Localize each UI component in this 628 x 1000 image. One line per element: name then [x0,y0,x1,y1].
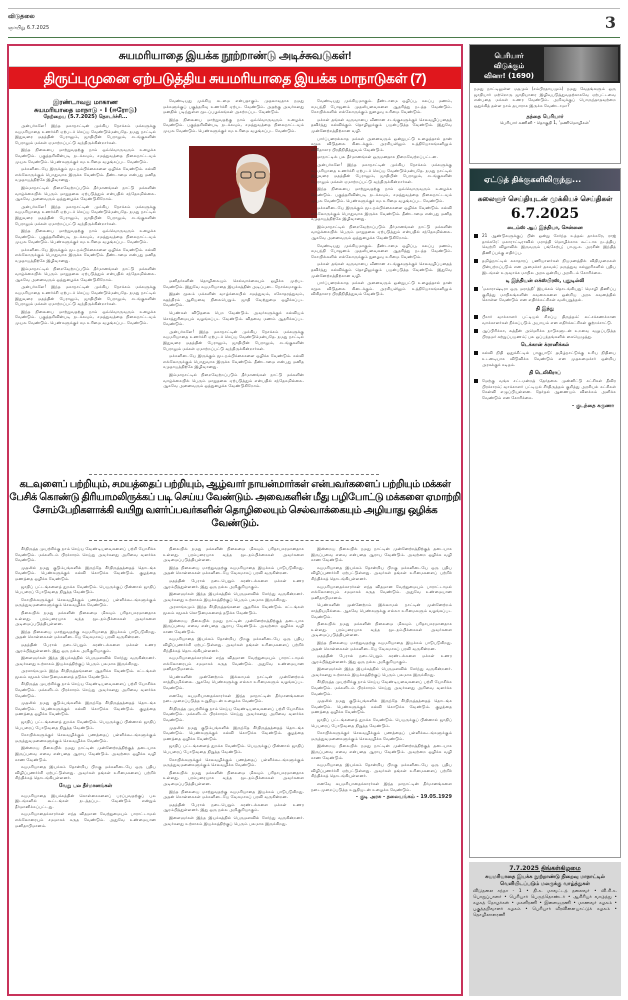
article-source: - குடி அரசு - தலையங்கம் - 19.05.1929 [355,794,452,801]
paragraph: இந்த நிலையை மாற்றுவதற்கு சுயமரியாதை இயக்கம் பாடுபடுகிறது. அதன் கொள்கைகள் மக்களிடையே வேகமாகப் பரவி வருகின்றன. [311,639,452,651]
paragraph: இளைஞர்கள் இந்த இயக்கத்தில் பெருமளவில் சேர்ந்து வருகின்றனர். அவர்களது உற்சாகம் இயக்கத்திற்குப் பெரும் பலமாக இருக்கிறது. [163,591,304,602]
paragraph: அன்பர்களே! இந்த மகாநாட்டின் முக்கிய நோக்கம் மக்களுக்கு சுயமரியாதை உணர்ச்சி ஏற்படச் செய்ய வேண்டுமென்பதே. நமது நாட்டில் இதுவரை மதத்தின் பேராலும், ஜாதியின் பேராலும், சடங்குகளின் பேராலும் மக்கள் ஏமாற்றப்பட்டு வந்திருக்கின்றார்கள். [15,284,156,307]
paragraph: சுயமரியாதை இயக்கம் தோன்றிய பிறகு மக்களிடையே ஒரு புதிய விழிப்புணர்ச்சி ஏற்பட்டுள்ளது. அவர்கள் தங்கள் உரிமைகளைப் பற்றிச் சிந்திக்கத் தொடங்கியுள்ளனர். [163,636,304,653]
news-source-heading: டைம்ஸ் ஆப் இந்தியா, சென்னை [507,225,583,231]
paragraph: ஜாதிப் பட்டங்களைத் துறக்க வேண்டும். பெயருக்குப் பின்னால் ஜாதிப் பெயரைப் போடுவதை நிறுத்த வேண்டும். [163,743,304,754]
paragraph: மதத்தின் பேரால் நடைபெறும் சுரண்டல்களை மக்கள் உணர ஆரம்பித்துள்ளனர். இது ஒரு நல்ல அறிகுறியாகும். [311,653,452,664]
paragraph: இளைஞர்கள் இந்த இயக்கத்தில் பெருமளவில் சேர்ந்து வருகின்றனர். அவர்களது உற்சாகம் இயக்கத்திற்குப் பெரும் பலமாக இருக்கிறது. [311,666,452,677]
news-item [470,378,620,400]
paragraph: முதலில் நமது குடும்பங்களில் இருந்தே சீர்திருத்தத்தைத் தொடங்க வேண்டும். பெண்களுக்குக் கல்வி கொடுக்க வேண்டும். குழந்தை மணத்தை ஒழிக்க வேண்டும். [15,700,156,717]
newspaper-name: விடுதலை [8,13,35,20]
title-line: விடுக்கும் [493,62,525,70]
section-subhead: வேறு பல தீர்மானங்கள் [58,782,113,789]
news-source-heading: டெக்கான் க்ரானிக்கல் [520,342,570,349]
paragraph: இன்றைய நிலையில் நமது நாட்டின் முன்னேற்றத்திற்குத் தடையாக இருப்பவை எவை என்பதை ஆராய வேண்டும். அவற்றை ஒழிக்க வழி காண வேண்டும். [15,745,156,762]
question-box-title [476,51,542,81]
divider [89,540,379,541]
question-source: பெரியார் கணினி - தொகுதி 1, 'மணிமொழிகள்' [499,120,591,126]
paragraph: சீர்திருத்த முயற்சிக்கு நாம் செய்ய வேண்டியவைகளைப் பற்றி யோசிக்க வேண்டும். மக்களிடம் பிரச்சாரம் செய்து அவர்களது அறிவை வளர்க்க வேண்டும். [311,679,452,696]
paragraph: வேண்டியது முக்கிய கடமை என்பதாகும். முதலாவதாக நமது மக்களுக்குப் பகுத்தறிவு உணர்ச்சி ஏற்பட வேண்டும். அதற்கு அவர்களது மனதில் படிந்துள்ள மூடப்பழக்கங்கள் அகற்றப்பட வேண்டும். [163,98,304,115]
paragraph: இந்த நிலையை மாற்றுவதற்கு சுயமரியாதை இயக்கம் பாடுபடுகிறது. அதன் கொள்கைகள் மக்களிடையே வேகமாகப் பரவி வருகின்றன. [15,628,156,640]
subhead-conference-name: சுயமரியாதை மாநாடு - I (ஈரோடு) [34,106,137,114]
paragraph: சுயமரியாதைக்காரர்கள் எந்த விதமான வேற்றுமையும் பாராட்டாமல் எல்லோரையும் சமமாகக் கருத வேண்டும். அதுவே உண்மையான மனிதாபிமானம். [311,583,452,600]
portrait-image [189,146,317,218]
paragraph: இம்மாநாட்டில் நிறைவேற்றப்படும் தீர்மானங்கள் நாட்டு மக்களின் வாழ்க்கையில் பெரும் மாறுதலை ஏற்படுத்தும் என்பதில் சந்தேகமில்லை. ஆகவே அனைவரும் ஒத்துழைக்க வேண்டுகிறோம். [163,371,304,389]
article-headline: திருப்புமுனை ஏற்படுத்திய சுயமரியாதை இயக்க மாநாடுகள் (7) [9,67,461,89]
paragraph: சுயமரியாதை இயக்கத்தின் கொள்கைகளைப் பரப்புவதற்குப் பல இடங்களில் கூட்டங்கள் நடத்தப்பட வேண்டும் என்றும் தீர்மானிக்கப்பட்டது. [15,792,156,809]
paragraph: இளைஞர்கள் இந்த இயக்கத்தில் பெருமளவில் சேர்ந்து வருகின்றனர். அவர்களது உற்சாகம் இயக்கத்திற்குப் பெரும் பலமாக இருக்கிறது. [15,655,156,666]
periyar-portrait [189,146,317,218]
subhead-conference: இரண்டாவது மாகாண [52,98,119,106]
news-item-text: 21 ஆண்டுகளுக்குப் பின் ஒன்று சேர்ந்த உத்தவ் தாக்கரே, ராஜ் தாக்கரே: மகாராட்டிராவில் மராத்தி மொழிக்காக கூட்டாக நடத்திய வெற்றி விழாவில் இருவரும் பங்கேற்பு; பா.ஜ.க. அரசின் இந்தித் திணிப்புக்கு எதிர்ப்பு. [482,233,616,255]
subscription-box [469,862,621,996]
question-author: தந்தை பெரியார் [526,114,564,121]
paragraph: இந்த நிலையை மாற்றுவதற்கு நாம் ஒவ்வொருவரும் உழைக்க வேண்டும். பகுத்தறிவின்படி நடக்கவும், சமத்துவத்தை நிலைநாட்டவும் முயல வேண்டும். பெண்களுக்குச் சம உரிமை வழங்கப்பட வேண்டும். [163,116,304,133]
column-3 [311,98,452,470]
paragraph: மக்கள் தங்கள் வருவாயை வீணான சடங்குகளுக்குச் செலவழிப்பதைத் தவிர்த்து கல்விக்கும் தொழிலுக்கும் பயன்படுத்த வேண்டும். இதுவே முன்னேற்றத்திற்கான வழி. [311,261,452,278]
paragraph: வேண்டியது முக்கியமாகும். தீண்டாமை ஒழிப்பு, கலப்பு மணம், சமபந்தி போஜனம் முதலியவைகளை ஆதரித்து நடத்த வேண்டும். கோயில்களில் எல்லோருக்கும் நுழைவு உரிமை வேண்டும். [311,98,452,115]
paragraph: வேண்டியது முக்கியமாகும். தீண்டாமை ஒழிப்பு, கலப்பு மணம், சமபந்தி போஜனம் முதலியவைகளை ஆதரித்து நடத்த வேண்டும். கோயில்களில் எல்லோருக்கும் நுழைவு உரிமை வேண்டும். [311,242,452,259]
bullet-icon [474,329,478,333]
paragraph: இந்த நிலையை மாற்றுவதற்கு நாம் ஒவ்வொருவரும் உழைக்க வேண்டும். பகுத்தறிவின்படி நடக்கவும், சமத்துவத்தை நிலைநாட்டவும் முயல வேண்டும். பெண்களுக்குச் சம உரிமை வழங்கப்பட வேண்டும். [15,147,156,164]
paragraph: அன்பர்களே! இந்த மகாநாட்டின் முக்கிய நோக்கம் மக்களுக்கு சுயமரியாதை உணர்ச்சி ஏற்படச் செய்ய வேண்டுமென்பதே. நமது நாட்டில் இதுவரை மதத்தின் பேராலும், ஜாதியின் பேராலும், சடங்குகளின் பேராலும் மக்கள் ஏமாற்றப்பட்டு வந்திருக்கின்றார்கள். [163,328,304,351]
column-1 [15,98,156,470]
news-digest-title: கலைஞர் செய்தியுடன் முக்கியச் செய்திகள் [477,195,613,203]
news-digest [469,168,621,858]
paragraph: சீர்திருத்த முயற்சிக்கு நாம் செய்ய வேண்டியவைகளைப் பற்றி யோசிக்க வேண்டும். மக்களிடம் பிரச்சாரம் செய்து அவர்களது அறிவை வளர்க்க வேண்டும். [15,681,156,698]
paragraph: இந்த நிலையை மாற்றுவதற்கு நாம் ஒவ்வொருவரும் உழைக்க வேண்டும். பகுத்தறிவின்படி நடக்கவும், சமத்துவத்தை நிலைநாட்டவும் முயல வேண்டும். பெண்களுக்குச் சம உரிமை வழங்கப்பட வேண்டும். [15,228,156,245]
paragraph: இம்மாநாட்டில் நிறைவேற்றப்படும் தீர்மானங்கள் நாட்டு மக்களின் வாழ்க்கையில் பெரும் மாறுதலை ஏற்படுத்தும் என்பதில் சந்தேகமில்லை. ஆகவே அனைவரும் ஒத்துழைக்க வேண்டுகிறோம். [15,265,156,282]
paragraph: கோயில்களுக்குச் செலவழிக்கும் பணத்தைப் பள்ளிக்கூடங்களுக்கும் மருத்துவமனைகளுக்கும் செலவழிக்க வேண்டும். [15,732,156,743]
paragraph: மாநாட்டில் பல தீர்மானங்கள் ஒருமனதாக நிறைவேற்றப்பட்டன. [317,154,438,160]
paragraph: பார்ப்பனரல்லாத மக்கள் அனைவரும் ஒன்றுபட்டு உழைத்தால் தான் சமூக விடுதலை கிடைக்கும். அரசியலிலும் உத்தியோகங்களிலும் விகிதாசார பிரதிநிதித்துவம் வேண்டும். [311,135,452,152]
paragraph: நிலையில் நமது மக்களின் நிலைமை மிகவும் பரிதாபகரமானதாக உள்ளது. பரம்பரையாக வந்த மூடநம்பிக்கைகள் அவர்களை அடிமைப்படுத்தியுள்ளன. [163,546,304,563]
paragraph: இளைஞர்கள் இந்த இயக்கத்தில் பெருமளவில் சேர்ந்து வருகின்றனர். அவர்களது உற்சாகம் இயக்கத்திற்குப் பெரும் பலமாக இருக்கிறது. [163,814,304,826]
paragraph: இதன் மூலம் மக்களின் வாழ்க்கையில் சமத்துவம், சகோதரத்துவம், சுதந்திரம் ஆகியவை நிலைபெறும். ஜாதி வேற்றுமை ஒழிக்கப்பட வேண்டும். [163,291,304,308]
paragraph: அரசாங்கமும் இந்த சீர்திருத்தங்களை ஆதரிக்க வேண்டும். சட்டங்கள் மூலம் சமூகக் கொடுமைகளைத் தடுக்க வேண்டும். [163,604,304,615]
news-item-text: தமிழ்நாட்டில் சுகாதாரப் பணியாளர்கள் நியமனத்தில் விதிமுறைகள் பின்பற்றப்படும் என அமைச்சர் தகவல்; மருத்துவ கல்லூரிகளில் புதிய இடங்கள் உருவாக்க மாநில அரசு ஒன்றிய அரசிடம் கோரிக்கை. [482,258,616,275]
news-item [470,258,620,275]
paragraph: மக்கள் தங்கள் வருவாயை வீணான சடங்குகளுக்குச் செலவழிப்பதைத் தவிர்த்து கல்விக்கும் தொழிலுக்கும் பயன்படுத்த வேண்டும். இதுவே முன்னேற்றத்திற்கான வழி. [311,116,452,133]
paragraph: பெண்களின் முன்னேற்றம் இல்லாமல் நாட்டின் முன்னேற்றம் சாத்தியமில்லை. ஆகவே பெண்களுக்கு எல்லா உரிமைகளும் வழங்கப்பட வேண்டும். [311,602,452,619]
lower-column-3 [311,546,452,992]
paragraph: மக்களிடையே இருக்கும் மூடநம்பிக்கைகளை ஒழிக்க வேண்டும். கல்வி எல்லோருக்கும் பொதுவாக இருக்க வேண்டும். தீண்டாமை என்பது மனித சமுதாயத்திற்கே இழிவானது. [311,205,452,222]
paragraph: முதலில் நமது குடும்பங்களில் இருந்தே சீர்திருத்தத்தைத் தொடங்க வேண்டும். பெண்களுக்குக் கல்வி கொடுக்க வேண்டும். குழந்தை மணத்தை ஒழிக்க வேண்டும். [311,698,452,715]
paragraph: அன்பர்களே! இந்த மகாநாட்டின் முக்கிய நோக்கம் மக்களுக்கு சுயமரியாதை உணர்ச்சி ஏற்படச் செய்ய வேண்டுமென்பதே. நமது நாட்டில் இதுவரை மதத்தின் பேராலும், ஜாதியின் பேராலும், சடங்குகளின் பேராலும் மக்கள் ஏமாற்றப்பட்டு வந்திருக்கின்றார்கள். [15,203,156,226]
column-2-bottom [163,278,304,470]
paragraph: மக்களிடையே இருக்கும் மூடநம்பிக்கைகளை ஒழிக்க வேண்டும். கல்வி எல்லோருக்கும் பொதுவாக இருக்க வேண்டும். தீண்டாமை என்பது மனித சமுதாயத்திற்கே இழிவானது. [163,353,304,370]
main-article [7,44,463,996]
news-item-text: 'மகாராஷ்டிரா ஒரு மராத்தி' இயக்கம் தொடங்கியது: மொழி திணிப்பு குறித்து மாநிலங்களின் கவலைகளை ஒன்றிய அரசு கவனத்தில் கொள்ள வேண்டும் என எதிர்க்கட்சிகள் வலியுறுத்தல். [482,286,616,303]
paragraph: மதத்தின் பேரால் நடைபெறும் சுரண்டல்களை மக்கள் உணர ஆரம்பித்துள்ளனர். இது ஒரு நல்ல அறிகுறியாகும். [163,577,304,589]
paragraph: இம்மாநாட்டில் நிறைவேற்றப்படும் தீர்மானங்கள் நாட்டு மக்களின் வாழ்க்கையில் பெரும் மாறுதலை ஏற்படுத்தும் என்பதில் சந்தேகமில்லை. ஆகவே அனைவரும் ஒத்துழைக்க வேண்டுகிறோம். [311,223,452,241]
subscription-body: விடுதலை சந்தா - 1 • தி.க. மாவட்டத் தலைவர் • வி.சி.க. பொறுப்பாளர் • பெரியார் பெருந்தொண்டர் • ஆசிரியர் வாழ்த்து • கழகத் தோழர்கள் • மகளிரணி • இளைஞரணி • மாணவர் கழகம் • பகுத்தறிவாளர் கழகம் • பெரியார் வீரவிளையாட்டுக் கழகம் • தொழிலாளரணி [473,889,617,918]
paragraph: இந்த நிலையை மாற்றுவதற்கு சுயமரியாதை இயக்கம் பாடுபடுகிறது. அதன் கொள்கைகள் மக்களிடையே வேகமாகப் பரவி வருகின்றன. [163,564,304,576]
paragraph: சுயமரியாதை இயக்கம் தோன்றிய பிறகு மக்களிடையே ஒரு புதிய விழிப்புணர்ச்சி ஏற்பட்டுள்ளது. அவர்கள் தங்கள் உரிமைகளைப் பற்றிச் சிந்திக்கத் தொடங்கியுள்ளனர். [311,762,452,779]
subscription-heading: சுயமரியாதை இயக்க நூற்றாண்டு நிறைவு மாநாட்டில் வெளியிடப்படும் மலருக்கு வாழ்த்துகள் [485,874,605,887]
masthead [8,8,620,38]
paragraph: இந்த நிலையை மாற்றுவதற்கு நாம் ஒவ்வொருவரும் உழைக்க வேண்டும். பகுத்தறிவின்படி நடக்கவும், சமத்துவத்தை நிலைநாட்டவும் முயல வேண்டும். பெண்களுக்குச் சம உரிமை வழங்கப்பட வேண்டும். [15,308,156,325]
news-source-heading: தி இந்து [535,305,555,312]
paragraph: இன்றைய நிலையில் நமது நாட்டின் முன்னேற்றத்திற்குத் தடையாக இருப்பவை எவை என்பதை ஆராய வேண்டும். அவற்றை ஒழிக்க வழி காண வேண்டும். [311,546,452,563]
pull-quote: கடவுளைப் பற்றியும், சமயத்தைப் பற்றியும், ஆழ்வார் நாயன்மார்கள் என்பவர்களைப் பற்றியும் மக்கள் பேசிக் கொண்டு திரியாமலிருக்கப் படி செய்ய வேண்டும். அவைகளின் மீது பழிபோட்டு மக்களை ஏமாற்றி சோம்பேறிகளாக்கி வயிறு வளர்ப்பவர்களின் தொழிலையும் செல்வாக்கையும் அழியாது ஒழிக்க வேண்டும். [9,479,461,529]
paragraph: இந்த நிலையை மாற்றுவதற்கு சுயமரியாதை இயக்கம் பாடுபடுகிறது. அதன் கொள்கைகள் மக்களிடையே வேகமாகப் பரவி வருகின்றன. [163,788,304,800]
paragraph: முதலில் நமது குடும்பங்களில் இருந்தே சீர்திருத்தத்தைத் தொடங்க வேண்டும். பெண்களுக்குக் கல்வி கொடுக்க வேண்டும். குழந்தை மணத்தை ஒழிக்க வேண்டும். [163,724,304,741]
paragraph: இந்த நிலையை மாற்றுவதற்கு நாம் ஒவ்வொருவரும் உழைக்க வேண்டும். பகுத்தறிவின்படி நடக்கவும், சமத்துவத்தை நிலைநாட்டவும் முயல வேண்டும். பெண்களுக்குச் சம உரிமை வழங்கப்பட வேண்டும். [311,186,452,203]
paragraph: அரசாங்கமும் இந்த சீர்திருத்தங்களை ஆதரிக்க வேண்டும். சட்டங்கள் மூலம் சமூகக் கொடுமைகளைத் தடுக்க வேண்டும். [15,668,156,679]
paragraph: முதலில் நமது குடும்பங்களில் இருந்தே சீர்திருத்தத்தைத் தொடங்க வேண்டும். பெண்களுக்குக் கல்வி கொடுக்க வேண்டும். குழந்தை மணத்தை ஒழிக்க வேண்டும். [15,564,156,581]
bullet-icon [474,351,478,355]
news-digest-compiler: - குடந்தை கருணா [572,403,614,410]
paragraph: சீர்திருத்த முயற்சிக்கு நாம் செய்ய வேண்டியவைகளைப் பற்றி யோசிக்க வேண்டும். மக்களிடம் பிரச்சாரம் செய்து அவர்களது அறிவை வளர்க்க வேண்டும். [163,705,304,723]
bullet-icon [474,234,478,238]
news-digest-date: 6.7.2025 [510,206,580,222]
news-item-text: ஆப்பிரிக்கா, லத்தீன் அமெரிக்க நாடுகளுடன் உறவை வலுப்படுத்த பிரதமர் சுற்றுப்பயணம்; பல ஒப்பந்தங்களில் கையெழுத்து. [482,328,616,339]
news-item [470,286,620,303]
paragraph: சுயமரியாதைக்காரர்கள் எந்த விதமான வேற்றுமையும் பாராட்டாமல் எல்லோரையும் சமமாகக் கருத வேண்டும். அதுவே உண்மையான மனிதாபிமானம். [163,655,304,672]
news-item-text: கல்வி நிதி ஒதுக்கீட்டில் பாகுபாடு: தமிழ்நாட்டுக்கு உரிய நிதியை உடனடியாக விடுவிக்க வேண்டும் என முதலமைச்சர் ஒன்றிய அரசுக்குக் கடிதம். [482,350,616,367]
news-item [470,350,620,367]
paragraph: இன்றைய நிலையில் நமது நாட்டின் முன்னேற்றத்திற்குத் தடையாக இருப்பவை எவை என்பதை ஆராய வேண்டும். அவற்றை ஒழிக்க வழி காண வேண்டும். [163,617,304,634]
bullet-icon [474,259,478,263]
paragraph: மதத்தின் பேரால் நடைபெறும் சுரண்டல்களை மக்கள் உணர ஆரம்பித்துள்ளனர். இது ஒரு நல்ல அறிகுறியாகும். [15,641,156,653]
paragraph: இம்மாநாட்டில் நிறைவேற்றப்படும் தீர்மானங்கள் நாட்டு மக்களின் வாழ்க்கையில் பெரும் மாறுதலை ஏற்படுத்தும் என்பதில் சந்தேகமில்லை. ஆகவே அனைவரும் ஒத்துழைக்க வேண்டுகிறோம். [15,184,156,202]
paragraph: மனிதர்களின் தொழிலையும் செல்வாக்கையும் ஒழிக்க முற்பட வேண்டும். இதுவே சுயமரியாதை இயக்கத்தின் அடிப்படை நோக்கமாகும். [163,278,304,289]
paragraph: ஜாதிப் பட்டங்களைத் துறக்க வேண்டும். பெயருக்குப் பின்னால் ஜாதிப் பெயரைப் போடுவதை நிறுத்த வேண்டும். [311,717,452,728]
periyar-question-box [469,44,621,164]
paragraph: கோயில்களுக்குச் செலவழிக்கும் பணத்தைப் பள்ளிக்கூடங்களுக்கும் மருத்துவமனைகளுக்கும் செலவழிக்க வேண்டும். [15,596,156,608]
question-text: நமது நாட்டிலுள்ள மதமும் (சம்பிரதாயமும்) நமது வேதங்களும் ஒரு ஜாதியார் மற்றொரு ஜாதியாரை இழிவுபடுத்துவதற்காகவே ஏற்பட்டவை என்பதை மக்கள் உணர வேண்டும். அறிவுக்குப் பொருந்தாதவற்றை ஒதுக்கித் தள்ள நாம் தயாராக இருக்க வேண்டாமா? [474,86,616,108]
paragraph: சீர்திருத்த முயற்சிக்கு நாம் செய்ய வேண்டியவைகளைப் பற்றி யோசிக்க வேண்டும். மக்களிடம் பிரச்சாரம் செய்து அவர்களது அறிவை வளர்க்க வேண்டும். [15,546,156,563]
lower-column-2 [163,546,304,992]
news-item-text: பீகார் வாக்காளர் பட்டியல் சிறப்பு திருத்தம்: லட்சக்கணக்கான வாக்காளர்கள் நீக்கப்படும் அபாயம் என எதிர்க்கட்சிகள் குற்றச்சாட்டு. [482,313,616,325]
paragraph: ஜாதிப் பட்டங்களைத் துறக்க வேண்டும். பெயருக்குப் பின்னால் ஜாதிப் பெயரைப் போடுவதை நிறுத்த வேண்டும். [15,583,156,595]
news-source-heading: தி டெலிகிராப் [529,370,561,377]
divider [89,474,379,475]
right-rail [469,44,621,996]
subscription-title: 7.7.2025 திங்கள்கிழமை [509,865,581,872]
paragraph: ஜாதிப் பட்டங்களைத் துறக்க வேண்டும். பெயருக்குப் பின்னால் ஜாதிப் பெயரைப் போடுவதை நிறுத்த வேண்டும். [15,719,156,730]
paragraph: மதத்தின் பேரால் நடைபெறும் சுரண்டல்களை மக்கள் உணர ஆரம்பித்துள்ளனர். இது ஒரு நல்ல அறிகுறியாகும். [163,801,304,813]
bullet-icon [474,379,478,383]
lower-column-1 [15,546,156,992]
paragraph: சுயமரியாதைக்காரர்கள் எந்த விதமான வேற்றுமையும் பாராட்டாமல் எல்லோரையும் சமமாகக் கருத வேண்டும். அதுவே உண்மையான மனிதாபிமானம். [15,811,156,828]
paragraph: அன்பர்களே! இந்த மகாநாட்டின் முக்கிய நோக்கம் மக்களுக்கு சுயமரியாதை உணர்ச்சி ஏற்படச் செய்ய வேண்டுமென்பதே. நமது நாட்டில் இதுவரை மதத்தின் பேராலும், ஜாதியின் பேராலும், சடங்குகளின் பேராலும் மக்கள் ஏமாற்றப்பட்டு வந்திருக்கின்றார்கள். [15,123,156,145]
paragraph: எனவே சுயமரியாதைக்காரர்கள் இந்த மாநாட்டின் தீர்மானங்களை நடைமுறைப்படுத்த உறுதியுடன் உழைக்க வேண்டும். [311,780,452,792]
news-source-heading: டி இந்தியன் எக்ஸ்பிரஸ், புதுடில்லி [505,278,585,285]
paragraph: பெண்கள் விடுதலை பெற வேண்டும். அவர்களுக்குக் கல்வியும் சொத்துரிமையும் வழங்கப்பட வேண்டும். விதவை மணம் ஆதரிக்கப்பட வேண்டும். [163,309,304,327]
news-item [470,233,620,255]
news-item-text: மேற்கு வங்க சட்டமன்றத் தேர்தலை முன்னிட்டு கட்சிகள் தீவிர பிரச்சாரம்; வாக்காளர் பட்டியல் சீர்திருத்தம் குறித்து அரசியல் கட்சிகள் கேள்வி எழுப்பியுள்ளன. தேர்தல் ஆணையம் விளக்கம் அளிக்க வேண்டும் என கோரிக்கை. [482,378,616,400]
question-box-header [470,45,620,83]
paragraph: நிலையில் நமது மக்களின் நிலைமை மிகவும் பரிதாபகரமானதாக உள்ளது. பரம்பரையாக வந்த மூடநம்பிக்கைகள் அவர்களை அடிமைப்படுத்தியுள்ளன. [311,621,452,638]
article-kicker: சுயமரியாதை இயக்க நூற்றாண்டு அடிச்சுவடுகள்! [9,46,461,67]
paragraph: மக்களிடையே இருக்கும் மூடநம்பிக்கைகளை ஒழிக்க வேண்டும். கல்வி எல்லோருக்கும் பொதுவாக இருக்க வேண்டும். தீண்டாமை என்பது மனித சமுதாயத்திற்கே இழிவானது. [15,246,156,264]
paragraph: மக்களிடையே இருக்கும் மூடநம்பிக்கைகளை ஒழிக்க வேண்டும். கல்வி எல்லோருக்கும் பொதுவாக இருக்க வேண்டும். தீண்டாமை என்பது மனித சமுதாயத்திற்கே இழிவானது. [15,166,156,183]
paragraph: சுயமரியாதை இயக்கம் தோன்றிய பிறகு மக்களிடையே ஒரு புதிய விழிப்புணர்ச்சி ஏற்பட்டுள்ளது. அவர்கள் தங்கள் உரிமைகளைப் பற்றிச் சிந்திக்கத் தொடங்கியுள்ளனர். [15,764,156,781]
paragraph: நிலையில் நமது மக்களின் நிலைமை மிகவும் பரிதாபகரமானதாக உள்ளது. பரம்பரையாக வந்த மூடநம்பிக்கைகள் அவர்களை அடிமைப்படுத்தியுள்ளன. [15,609,156,627]
paragraph: பெண்களின் முன்னேற்றம் இல்லாமல் நாட்டின் முன்னேற்றம் சாத்தியமில்லை. ஆகவே பெண்களுக்கு எல்லா உரிமைகளும் வழங்கப்பட வேண்டும். [163,673,304,691]
title-line: பெரியார் [494,52,524,60]
paragraph: கோயில்களுக்குச் செலவழிக்கும் பணத்தைப் பள்ளிக்கூடங்களுக்கும் மருத்துவமனைகளுக்கும் செலவழிக்க வேண்டும். [163,756,304,768]
title-line: வினா! (1690) [484,72,534,80]
paragraph: இன்றைய நிலையில் நமது நாட்டின் முன்னேற்றத்திற்குத் தடையாக இருப்பவை எவை என்பதை ஆராய வேண்டும். அவற்றை ஒழிக்க வழி காண வேண்டும். [311,743,452,760]
paragraph: நிலையில் நமது மக்களின் நிலைமை மிகவும் பரிதாபகரமானதாக உள்ளது. பரம்பரையாக வந்த மூடநம்பிக்கைகள் அவர்களை அடிமைப்படுத்தியுள்ளன. [163,769,304,786]
page-number: 3 [604,13,616,32]
paragraph: பார்ப்பனரல்லாத மக்கள் அனைவரும் ஒன்றுபட்டு உழைத்தால் தான் சமூக விடுதலை கிடைக்கும். அரசியலிலும் உத்தியோகங்களிலும் விகிதாசார பிரதிநிதித்துவம் வேண்டும். [311,280,452,297]
news-item [470,328,620,339]
news-digest-band: ஏட்டுத் திக்குகளிலிருந்து... [470,169,620,191]
paragraph: கோயில்களுக்குச் செலவழிக்கும் பணத்தைப் பள்ளிக்கூடங்களுக்கும் மருத்துவமனைகளுக்கும் செலவழிக்க வேண்டும். [311,730,452,741]
paragraph: சுயமரியாதை இயக்கம் தோன்றிய பிறகு மக்களிடையே ஒரு புதிய விழிப்புணர்ச்சி ஏற்பட்டுள்ளது. அவர்கள் தங்கள் உரிமைகளைப் பற்றிச் சிந்திக்கத் தொடங்கியுள்ளனர். [311,564,452,581]
bullet-icon [474,287,478,291]
column-2-top [163,98,304,150]
periyar-photo [544,47,618,81]
issue-date: ஞாயிறு 6.7.2025 [8,25,50,31]
paragraph: எனவே சுயமரியாதைக்காரர்கள் இந்த மாநாட்டின் தீர்மானங்களை நடைமுறைப்படுத்த உறுதியுடன் உழைக்க வேண்டும். [163,692,304,704]
bullet-icon [474,315,478,319]
continued-note: நேற்றைய (5.7.2025) தொடர்ச்சி... [43,114,128,120]
paragraph: அன்பர்களே! இந்த மகாநாட்டின் முக்கிய நோக்கம் மக்களுக்கு சுயமரியாதை உணர்ச்சி ஏற்படச் செய்ய வேண்டுமென்பதே. நமது நாட்டில் இதுவரை மதத்தின் பேராலும், ஜாதியின் பேராலும், சடங்குகளின் பேராலும் மக்கள் ஏமாற்றப்பட்டு வந்திருக்கின்றார்கள். [311,161,452,184]
news-item [470,314,620,325]
